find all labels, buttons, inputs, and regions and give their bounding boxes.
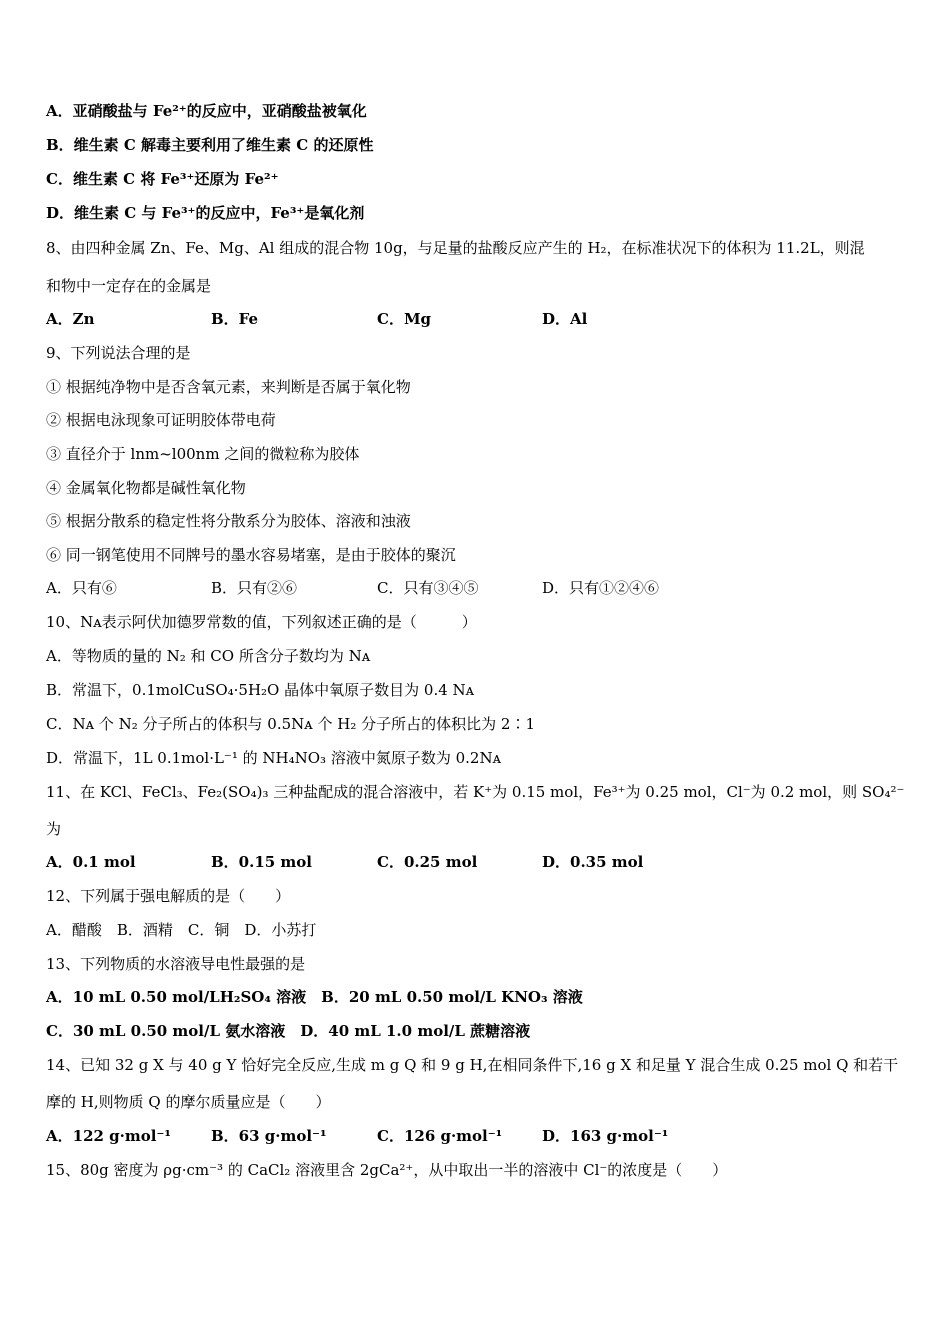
- q7-option-c: C．维生素 C 将 Fe³⁺还原为 Fe²⁺: [46, 170, 279, 188]
- q14-option-d: D．163 g·mol⁻¹: [542, 1127, 669, 1145]
- q10-option-b: B．常温下，0.1molCuSO₄·5H₂O 晶体中氧原子数目为 0.4 Nᴀ: [46, 681, 475, 699]
- q11-stem-line-1: 11、在 KCl、FeCl₃、Fe₂(SO₄)₃ 三种盐配成的混合溶液中，若 K⁺为 0.15 mol，Fe³⁺为 0.25 mol，Cl⁻为 0.2 mol，则 SO₄²⁻: [46, 783, 905, 801]
- q10-option-a: A．等物质的量的 N₂ 和 CO 所含分子数均为 Nᴀ: [46, 647, 371, 665]
- q11-options: [46, 852, 910, 872]
- q13-options-line-2: C．30 mL 0.50 mol/L 氨水溶液 D．40 mL 1.0 mol/L 蔗糖溶液: [46, 1022, 531, 1040]
- q14-stem-line-1: 14、已知 32 g X 与 40 g Y 恰好完全反应,生成 m g Q 和 9 g H,在相同条件下,16 g X 和足量 Y 混合生成 0.25 mol Q 和若干: [46, 1056, 899, 1074]
- q10-option-c: C．Nᴀ 个 N₂ 分子所占的体积与 0.5Nᴀ 个 H₂ 分子所占的体积比为 2∶1: [46, 715, 535, 733]
- q8-option-a: A．Zn: [46, 310, 95, 328]
- q9-option-c: C．只有③④⑤: [377, 579, 479, 597]
- q8-stem-line-2: 和物中一定存在的金属是: [46, 277, 212, 295]
- q8-option-d: D．Al: [542, 310, 588, 328]
- q10-option-d: D．常温下，1L 0.1mol·L⁻¹ 的 NH₄NO₃ 溶液中氮原子数为 0.2Nᴀ: [46, 749, 502, 767]
- q15-stem: 15、80g 密度为 ρg·cm⁻³ 的 CaCl₂ 溶液里含 2gCa²⁺，从中取出一半的溶液中 Cl⁻的浓度是（ ）: [46, 1161, 728, 1179]
- q7-option-b: B．维生素 C 解毒主要利用了维生素 C 的还原性: [46, 136, 374, 154]
- q12-options: A．醋酸 B．酒精 C．铜 D．小苏打: [46, 921, 317, 939]
- q9-option-d: D．只有①②④⑥: [542, 579, 660, 597]
- q9-statement-3: ③ 直径介于 lnm~l00nm 之间的微粒称为胶体: [46, 445, 360, 463]
- q9-statement-1: ① 根据纯净物中是否含氧元素，来判断是否属于氧化物: [46, 378, 411, 396]
- q13-options-line-1: A．10 mL 0.50 mol/LH₂SO₄ 溶液 B．20 mL 0.50 mol/L KNO₃ 溶液: [46, 988, 583, 1006]
- q14-option-c: C．126 g·mol⁻¹: [377, 1127, 503, 1145]
- q7-option-a: A．亚硝酸盐与 Fe²⁺的反应中，亚硝酸盐被氧化: [46, 102, 367, 120]
- q9-statement-6: ⑥ 同一钢笔使用不同牌号的墨水容易堵塞，是由于胶体的聚沉: [46, 546, 456, 564]
- q8-stem-line-1: 8、由四种金属 Zn、Fe、Mg、Al 组成的混合物 10g，与足量的盐酸反应产生的 H₂，在标准状况下的体积为 11.2L，则混: [46, 239, 865, 257]
- q11-stem-line-2: 为: [46, 820, 62, 838]
- q14-option-b: B．63 g·mol⁻¹: [211, 1127, 327, 1145]
- q11-option-b: B．0.15 mol: [211, 853, 313, 871]
- q13-stem: 13、下列物质的水溶液导电性最强的是: [46, 955, 306, 973]
- q8-option-b: B．Fe: [211, 310, 259, 328]
- q14-options: [46, 1126, 910, 1146]
- q12-stem: 12、下列属于强电解质的是（ ）: [46, 887, 291, 905]
- q9-options: [46, 578, 910, 598]
- q11-option-d: D．0.35 mol: [542, 853, 644, 871]
- q14-stem-line-2: 摩的 H,则物质 Q 的摩尔质量应是（ ）: [46, 1093, 331, 1111]
- q9-option-a: A．只有⑥: [46, 579, 117, 597]
- q14-option-a: A．122 g·mol⁻¹: [46, 1127, 171, 1145]
- q9-option-b: B．只有②⑥: [211, 579, 298, 597]
- q11-option-a: A．0.1 mol: [46, 853, 136, 871]
- q9-statement-2: ② 根据电泳现象可证明胶体带电荷: [46, 411, 276, 429]
- q8-options: [46, 309, 910, 329]
- q9-stem: 9、下列说法合理的是: [46, 344, 191, 362]
- q7-option-d: D．维生素 C 与 Fe³⁺的反应中，Fe³⁺是氧化剂: [46, 204, 365, 222]
- q8-option-c: C．Mg: [377, 310, 432, 328]
- q9-statement-4: ④ 金属氧化物都是碱性氧化物: [46, 479, 246, 497]
- q9-statement-5: ⑤ 根据分散系的稳定性将分散系分为胶体、溶液和浊液: [46, 512, 411, 530]
- q10-stem: 10、Nᴀ表示阿伏加德罗常数的值，下列叙述正确的是（ ）: [46, 613, 477, 631]
- q11-option-c: C．0.25 mol: [377, 853, 478, 871]
